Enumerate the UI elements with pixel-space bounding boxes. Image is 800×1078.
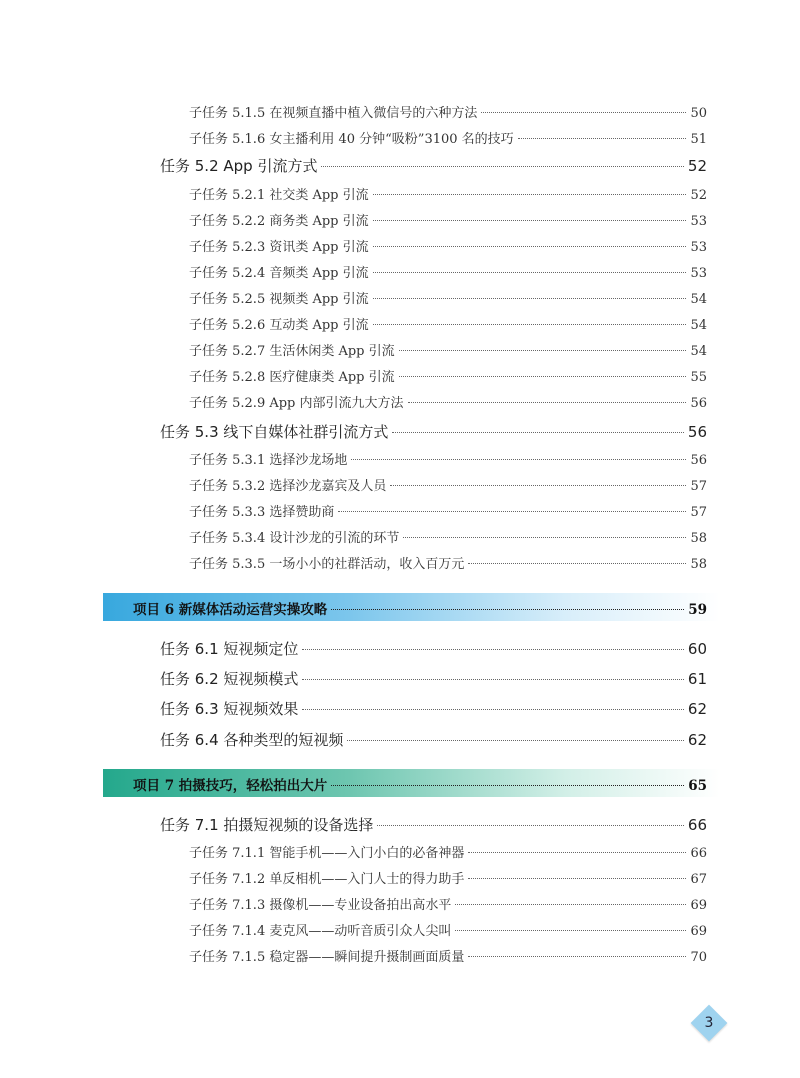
toc-entry-title: 子任务 5.3.2 选择沙龙嘉宾及人员 bbox=[189, 479, 387, 494]
toc-entry-5-3-5[interactable] bbox=[189, 553, 707, 572]
toc-entry-5-2-6[interactable] bbox=[189, 314, 707, 333]
leader-dots bbox=[373, 323, 687, 325]
toc-entry-title: 子任务 7.1.1 智能手机——入门小白的必备神器 bbox=[189, 846, 465, 861]
leader-dots bbox=[468, 955, 686, 957]
leader-dots bbox=[373, 245, 687, 247]
toc-task-6-3[interactable] bbox=[160, 698, 707, 719]
toc-entry-title: 子任务 7.1.3 摄像机——专业设备拍出高水平 bbox=[189, 898, 452, 913]
toc-entry-page: 54 bbox=[690, 318, 707, 333]
toc-entry-7-1-5[interactable] bbox=[189, 946, 707, 965]
toc-entry-title: 任务 5.3 线下自媒体社群引流方式 bbox=[160, 423, 389, 441]
leader-dots bbox=[373, 193, 687, 195]
toc-entry-5-1-5[interactable] bbox=[189, 102, 707, 121]
toc-entry-5-2-5[interactable] bbox=[189, 288, 707, 307]
toc-entry-page: 59 bbox=[688, 602, 707, 618]
leader-dots bbox=[351, 458, 686, 460]
toc-entry-title: 项目 6 新媒体活动运营实操攻略 bbox=[133, 602, 328, 618]
toc-entry-page: 66 bbox=[687, 816, 707, 834]
leader-dots bbox=[302, 708, 684, 710]
toc-entry-page: 65 bbox=[688, 778, 707, 794]
leader-dots bbox=[399, 375, 687, 377]
toc-entry-title: 子任务 7.1.4 麦克风——动听音质引众人尖叫 bbox=[189, 924, 452, 939]
toc-project-7[interactable] bbox=[133, 774, 707, 794]
toc-entry-title: 子任务 5.2.4 音频类 App 引流 bbox=[189, 266, 369, 281]
toc-entry-page: 57 bbox=[690, 479, 707, 494]
toc-entry-page: 58 bbox=[690, 531, 707, 546]
toc-entry-title: 子任务 7.1.2 单反相机——入门人士的得力助手 bbox=[189, 872, 465, 887]
toc-entry-title: 子任务 5.1.5 在视频直播中植入微信号的六种方法 bbox=[189, 106, 478, 121]
toc-project-6[interactable] bbox=[133, 598, 707, 618]
toc-entry-7-1-2[interactable] bbox=[189, 868, 707, 887]
leader-dots bbox=[390, 484, 686, 486]
toc-task-6-2[interactable] bbox=[160, 668, 707, 689]
toc-task-5-3[interactable] bbox=[160, 421, 707, 442]
toc-entry-5-3-2[interactable] bbox=[189, 475, 707, 494]
toc-entry-title: 子任务 5.2.9 App 内部引流九大方法 bbox=[189, 396, 404, 411]
toc-entry-title: 子任务 5.3.5 一场小小的社群活动，收入百万元 bbox=[189, 557, 465, 572]
toc-entry-title: 任务 7.1 拍摄短视频的设备选择 bbox=[160, 816, 374, 834]
leader-dots bbox=[321, 165, 683, 167]
toc-entry-5-2-7[interactable] bbox=[189, 340, 707, 359]
toc-entry-page: 52 bbox=[687, 157, 707, 175]
toc-entry-title: 子任务 5.2.3 资讯类 App 引流 bbox=[189, 240, 369, 255]
toc-entry-page: 60 bbox=[687, 640, 707, 658]
leader-dots bbox=[331, 784, 684, 786]
toc-entry-7-1-1[interactable] bbox=[189, 842, 707, 861]
toc-entry-5-3-4[interactable] bbox=[189, 527, 707, 546]
toc-entry-page: 53 bbox=[690, 266, 707, 281]
toc-entry-title: 子任务 7.1.5 稳定器——瞬间提升摄制画面质量 bbox=[189, 950, 465, 965]
page-number: 3 bbox=[704, 1015, 714, 1031]
toc-entry-title: 子任务 5.2.6 互动类 App 引流 bbox=[189, 318, 369, 333]
toc-entry-5-2-3[interactable] bbox=[189, 236, 707, 255]
leader-dots bbox=[338, 510, 686, 512]
toc-entry-title: 子任务 5.1.6 女主播利用 40 分钟“吸粉”3100 名的技巧 bbox=[189, 132, 514, 147]
toc-entry-title: 任务 6.2 短视频模式 bbox=[160, 670, 299, 688]
toc-task-6-4[interactable] bbox=[160, 729, 707, 750]
toc-entry-title: 子任务 5.2.7 生活休闲类 App 引流 bbox=[189, 344, 395, 359]
leader-dots bbox=[408, 401, 687, 403]
toc-entry-5-1-6[interactable] bbox=[189, 128, 707, 147]
toc-entry-page: 56 bbox=[687, 423, 707, 441]
toc-entry-page: 62 bbox=[687, 700, 707, 718]
toc-entry-title: 子任务 5.3.4 设计沙龙的引流的环节 bbox=[189, 531, 400, 546]
leader-dots bbox=[481, 111, 686, 113]
leader-dots bbox=[468, 877, 686, 879]
toc-entry-title: 子任务 5.2.5 视频类 App 引流 bbox=[189, 292, 369, 307]
leader-dots bbox=[373, 271, 687, 273]
toc-entry-5-2-9[interactable] bbox=[189, 392, 707, 411]
toc-entry-5-2-2[interactable] bbox=[189, 210, 707, 229]
toc-entry-page: 66 bbox=[690, 846, 707, 861]
toc-entry-title: 子任务 5.2.2 商务类 App 引流 bbox=[189, 214, 369, 229]
leader-dots bbox=[377, 824, 684, 826]
leader-dots bbox=[302, 678, 684, 680]
toc-entry-title: 任务 6.3 短视频效果 bbox=[160, 700, 299, 718]
toc-entry-5-3-3[interactable] bbox=[189, 501, 707, 520]
toc-entry-5-3-1[interactable] bbox=[189, 449, 707, 468]
toc-entry-title: 子任务 5.2.8 医疗健康类 App 引流 bbox=[189, 370, 395, 385]
leader-dots bbox=[302, 648, 684, 650]
toc-entry-page: 54 bbox=[690, 344, 707, 359]
toc-entry-page: 61 bbox=[687, 670, 707, 688]
toc-entry-page: 58 bbox=[690, 557, 707, 572]
toc-task-7-1[interactable] bbox=[160, 814, 707, 835]
toc-entry-page: 56 bbox=[690, 453, 707, 468]
leader-dots bbox=[455, 929, 686, 931]
toc-entry-title: 项目 7 拍摄技巧，轻松拍出大片 bbox=[133, 778, 328, 794]
toc-entry-5-2-1[interactable] bbox=[189, 184, 707, 203]
toc-entry-page: 54 bbox=[690, 292, 707, 307]
toc-entry-page: 53 bbox=[690, 214, 707, 229]
toc-entry-5-2-4[interactable] bbox=[189, 262, 707, 281]
toc-entry-7-1-3[interactable] bbox=[189, 894, 707, 913]
leader-dots bbox=[373, 219, 687, 221]
toc-entry-7-1-4[interactable] bbox=[189, 920, 707, 939]
toc-entry-page: 53 bbox=[690, 240, 707, 255]
toc-entry-page: 69 bbox=[690, 924, 707, 939]
toc-entry-page: 62 bbox=[687, 731, 707, 749]
toc-task-5-2[interactable] bbox=[160, 155, 707, 176]
leader-dots bbox=[392, 431, 684, 433]
toc-entry-page: 52 bbox=[690, 188, 707, 203]
leader-dots bbox=[468, 851, 686, 853]
leader-dots bbox=[518, 137, 687, 139]
toc-entry-title: 子任务 5.3.3 选择赞助商 bbox=[189, 505, 335, 520]
toc-entry-page: 67 bbox=[690, 872, 707, 887]
leader-dots bbox=[468, 562, 686, 564]
toc-entry-title: 子任务 5.2.1 社交类 App 引流 bbox=[189, 188, 369, 203]
toc-entry-title: 任务 6.4 各种类型的短视频 bbox=[160, 731, 344, 749]
toc-entry-page: 55 bbox=[690, 370, 707, 385]
page-number-badge bbox=[690, 1004, 728, 1042]
leader-dots bbox=[403, 536, 686, 538]
toc-task-6-1[interactable] bbox=[160, 638, 707, 659]
toc-entry-title: 子任务 5.3.1 选择沙龙场地 bbox=[189, 453, 348, 468]
toc-entry-page: 56 bbox=[690, 396, 707, 411]
toc-entry-title: 任务 6.1 短视频定位 bbox=[160, 640, 299, 658]
toc-entry-page: 51 bbox=[690, 132, 707, 147]
leader-dots bbox=[455, 903, 686, 905]
toc-entry-page: 70 bbox=[690, 950, 707, 965]
toc-entry-5-2-8[interactable] bbox=[189, 366, 707, 385]
leader-dots bbox=[331, 608, 684, 610]
toc-entry-page: 69 bbox=[690, 898, 707, 913]
toc-entry-page: 57 bbox=[690, 505, 707, 520]
leader-dots bbox=[399, 349, 687, 351]
leader-dots bbox=[347, 739, 684, 741]
toc-entry-page: 50 bbox=[690, 106, 707, 121]
toc-entry-title: 任务 5.2 App 引流方式 bbox=[160, 157, 318, 175]
leader-dots bbox=[373, 297, 687, 299]
